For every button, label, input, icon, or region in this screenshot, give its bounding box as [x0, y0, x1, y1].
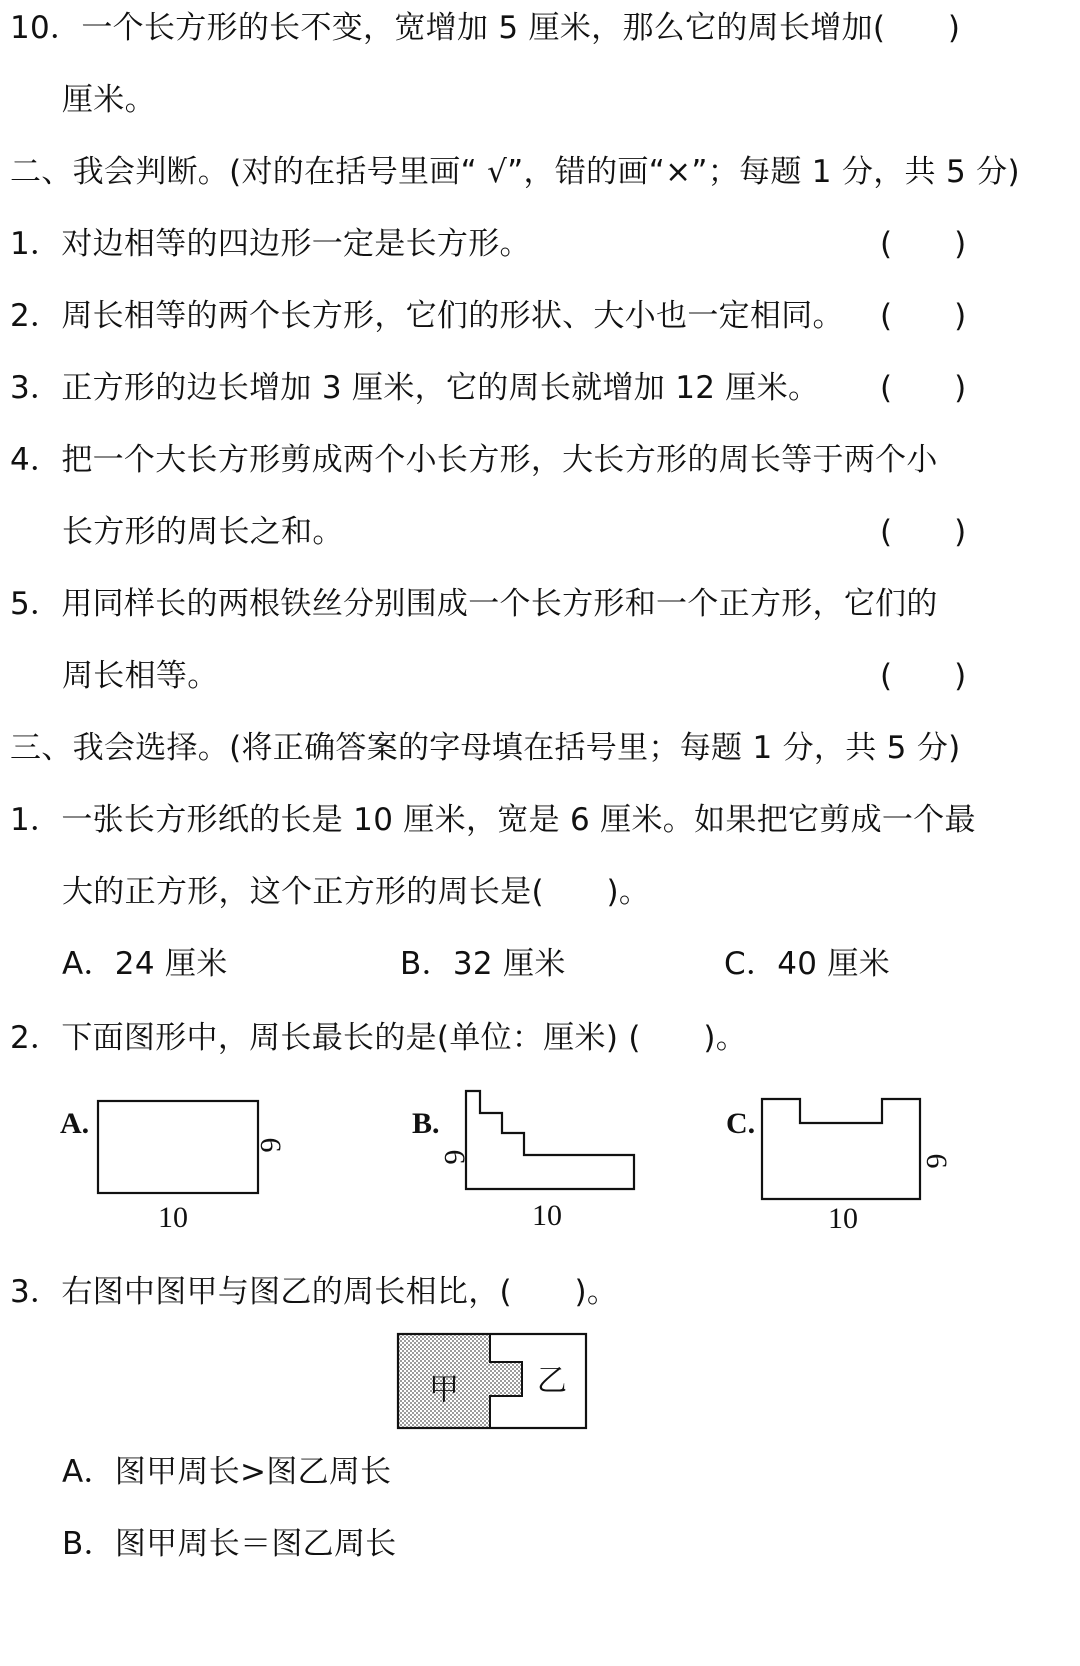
choose-section-header: 三、我会选择。(将正确答案的字母填在括号里；每题 1 分，共 5 分): [10, 730, 961, 766]
judge-q2-answer-paren: ( ): [880, 298, 967, 334]
judge-q4-line1: 4．把一个大长方形剪成两个小长方形，大长方形的周长等于两个小: [10, 442, 938, 478]
judge-q5-line2: 周长相等。: [62, 658, 219, 694]
figure-c-width-label: 6: [920, 1153, 954, 1169]
figure-c-length-label: 10: [828, 1202, 858, 1235]
judge-q4-line2: 长方形的周长之和。: [62, 514, 344, 550]
figure-b-label: B.: [412, 1107, 440, 1140]
q2-figures: [50, 1085, 1010, 1240]
jia-label: 甲: [429, 1372, 459, 1408]
figure-a-length-label: 10: [158, 1201, 188, 1234]
choose-q3-option-b: B．图甲周长＝图乙周长: [62, 1526, 397, 1562]
choose-q1-line1: 1．一张长方形纸的长是 10 厘米，宽是 6 厘米。如果把它剪成一个最: [10, 802, 976, 838]
judge-q4-answer-paren: ( ): [880, 514, 967, 550]
choose-q2-text: 2．下面图形中，周长最长的是(单位：厘米) ( )。: [10, 1020, 748, 1056]
fill-q10-line1: 10．一个长方形的长不变，宽增加 5 厘米，那么它的周长增加( ): [10, 10, 961, 46]
judge-section-header: 二、我会判断。(对的在括号里画“ √”，错的画“×”；每题 1 分，共 5 分): [10, 154, 1020, 190]
choose-q1-option-c: C．40 厘米: [724, 946, 891, 982]
choose-q1-line2: 大的正方形，这个正方形的周长是( )。: [62, 874, 651, 910]
choose-q1-option-b: B．32 厘米: [400, 946, 566, 982]
figure-b-stepped-shape: [466, 1091, 634, 1189]
judge-q2: 2．周长相等的两个长方形，它们的形状、大小也一定相同。: [10, 298, 844, 334]
judge-q5-line1: 5．用同样长的两根铁丝分别围成一个长方形和一个正方形，它们的: [10, 586, 938, 622]
figure-c-label: C.: [726, 1107, 756, 1140]
choose-q3-option-a: A．图甲周长>图乙周长: [62, 1454, 392, 1490]
judge-q1: 1．对边相等的四边形一定是长方形。: [10, 226, 531, 262]
judge-q3: 3．正方形的边长增加 3 厘米，它的周长就增加 12 厘米。: [10, 370, 820, 406]
judge-q3-answer-paren: ( ): [880, 370, 967, 406]
judge-q5-answer-paren: ( ): [880, 658, 967, 694]
figure-c-notched-shape: [762, 1099, 920, 1199]
figure-a-rectangle: [98, 1101, 258, 1193]
figure-a-width-label: 6: [254, 1137, 288, 1153]
choose-q3-text: 3．右图中图甲与图乙的周长相比，( )。: [10, 1274, 619, 1310]
yi-label: 乙: [537, 1363, 567, 1399]
figure-a-label: A.: [60, 1107, 90, 1140]
judge-q1-answer-paren: ( ): [880, 226, 967, 262]
figure-b-width-label: 6: [438, 1149, 472, 1165]
choose-q1-option-a: A．24 厘米: [62, 946, 228, 982]
q3-figure: [396, 1332, 588, 1430]
fill-q10-line2: 厘米。: [62, 82, 156, 118]
figure-b-length-label: 10: [532, 1199, 562, 1232]
jia-shaded-region: [398, 1334, 522, 1428]
